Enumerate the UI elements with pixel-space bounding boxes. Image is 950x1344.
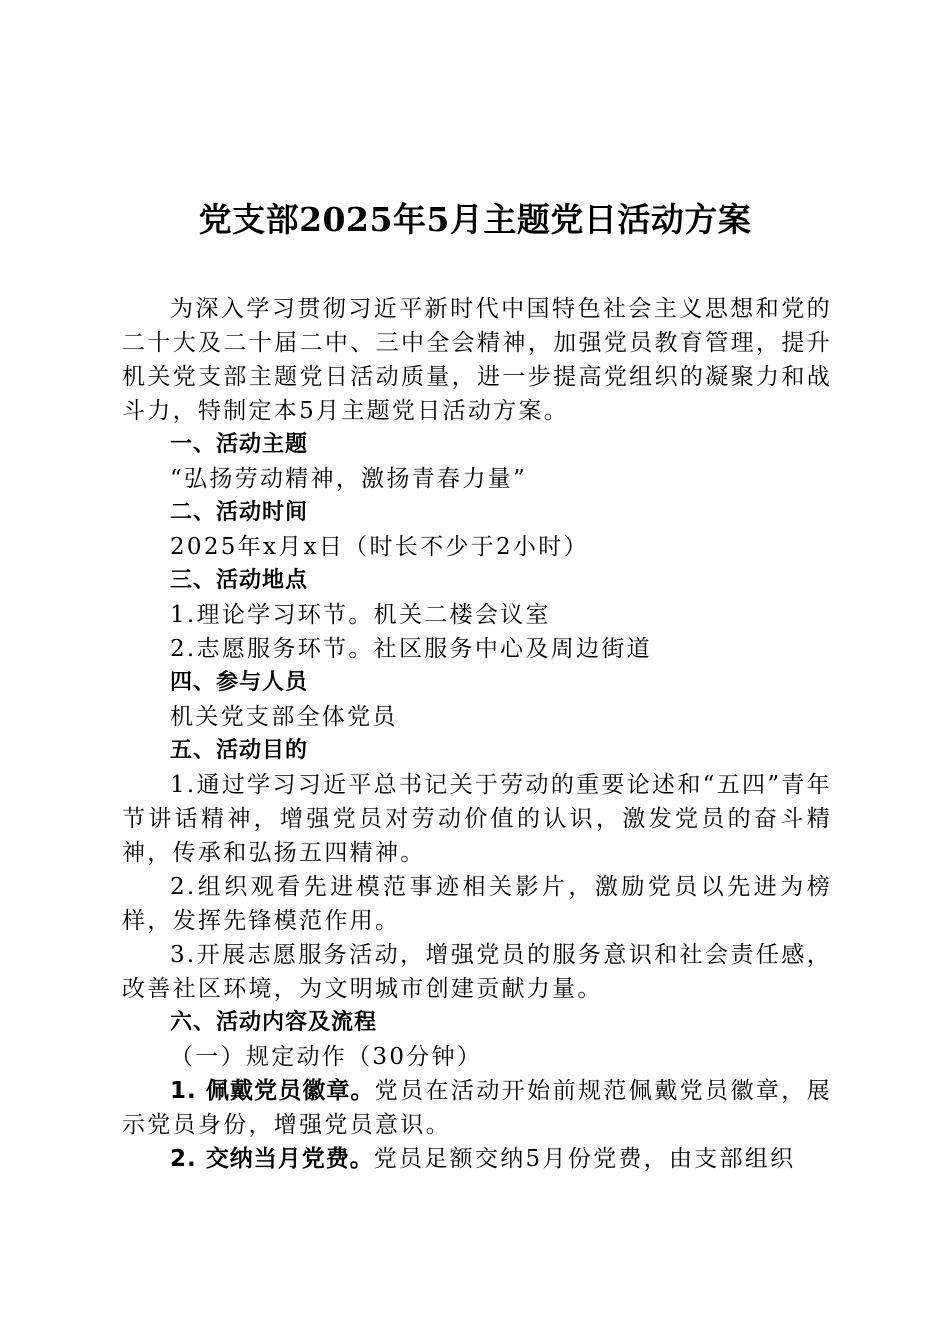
section-heading-purpose: 五、活动目的	[170, 738, 309, 763]
theme-content: “弘扬劳动精神，激扬青春力量”	[170, 466, 528, 492]
flow-item-text: 党员足额交纳5月份党费，由支部组织	[373, 1146, 796, 1172]
flow-item	[122, 1074, 832, 1142]
section-heading-content-flow: 六、活动内容及流程	[170, 1010, 378, 1035]
section-heading-theme: 一、活动主题	[170, 432, 309, 457]
intro-paragraph: 为深入学习贯彻习近平新时代中国特色社会主义思想和党的二十大及二十届二中、三中全会精神，加强党员教育管理，提升机关党支部主题党日活动质量，进一步提高党组织的凝聚力和战斗力，特制定本5月主题党日活动方案。	[122, 296, 832, 424]
section-heading-time: 二、活动时间	[170, 500, 309, 525]
purpose-item: 3.开展志愿服务活动，增强党员的服务意识和社会责任感，改善社区环境，为文明城市创建贡献力量。	[122, 942, 832, 1002]
content-flow-subheading: （一）规定动作（30分钟）	[170, 1044, 483, 1070]
document-title: 党支部2025年5月主题党日活动方案	[198, 200, 752, 239]
participants-content: 机关党支部全体党员	[170, 704, 398, 730]
flow-item-lead: 2. 交纳当月党费。	[170, 1146, 374, 1172]
time-content: 2025年x月x日（时长不少于2小时）	[170, 534, 589, 560]
flow-item-lead: 1. 佩戴党员徽章。	[170, 1078, 375, 1104]
location-item: 2.志愿服务环节。社区服务中心及周边街道	[170, 636, 652, 662]
section-heading-participants: 四、参与人员	[170, 670, 309, 695]
purpose-item: 1.通过学习习近平总书记关于劳动的重要论述和“五四”青年节讲话精神，增强党员对劳动价值的认识，激发党员的奋斗精神，传承和弘扬五四精神。	[122, 772, 832, 866]
document-body	[122, 292, 832, 1176]
flow-item-text: 党员在活动开始前规范佩戴党员徽章，展示党员身份，增强党员意识。	[122, 1078, 833, 1138]
flow-item	[122, 1142, 832, 1176]
section-heading-location: 三、活动地点	[170, 568, 309, 593]
purpose-item: 2.组织观看先进模范事迹相关影片，激励党员以先进为榜样，发挥先锋模范作用。	[122, 874, 832, 934]
location-item: 1.理论学习环节。机关二楼会议室	[170, 602, 551, 628]
